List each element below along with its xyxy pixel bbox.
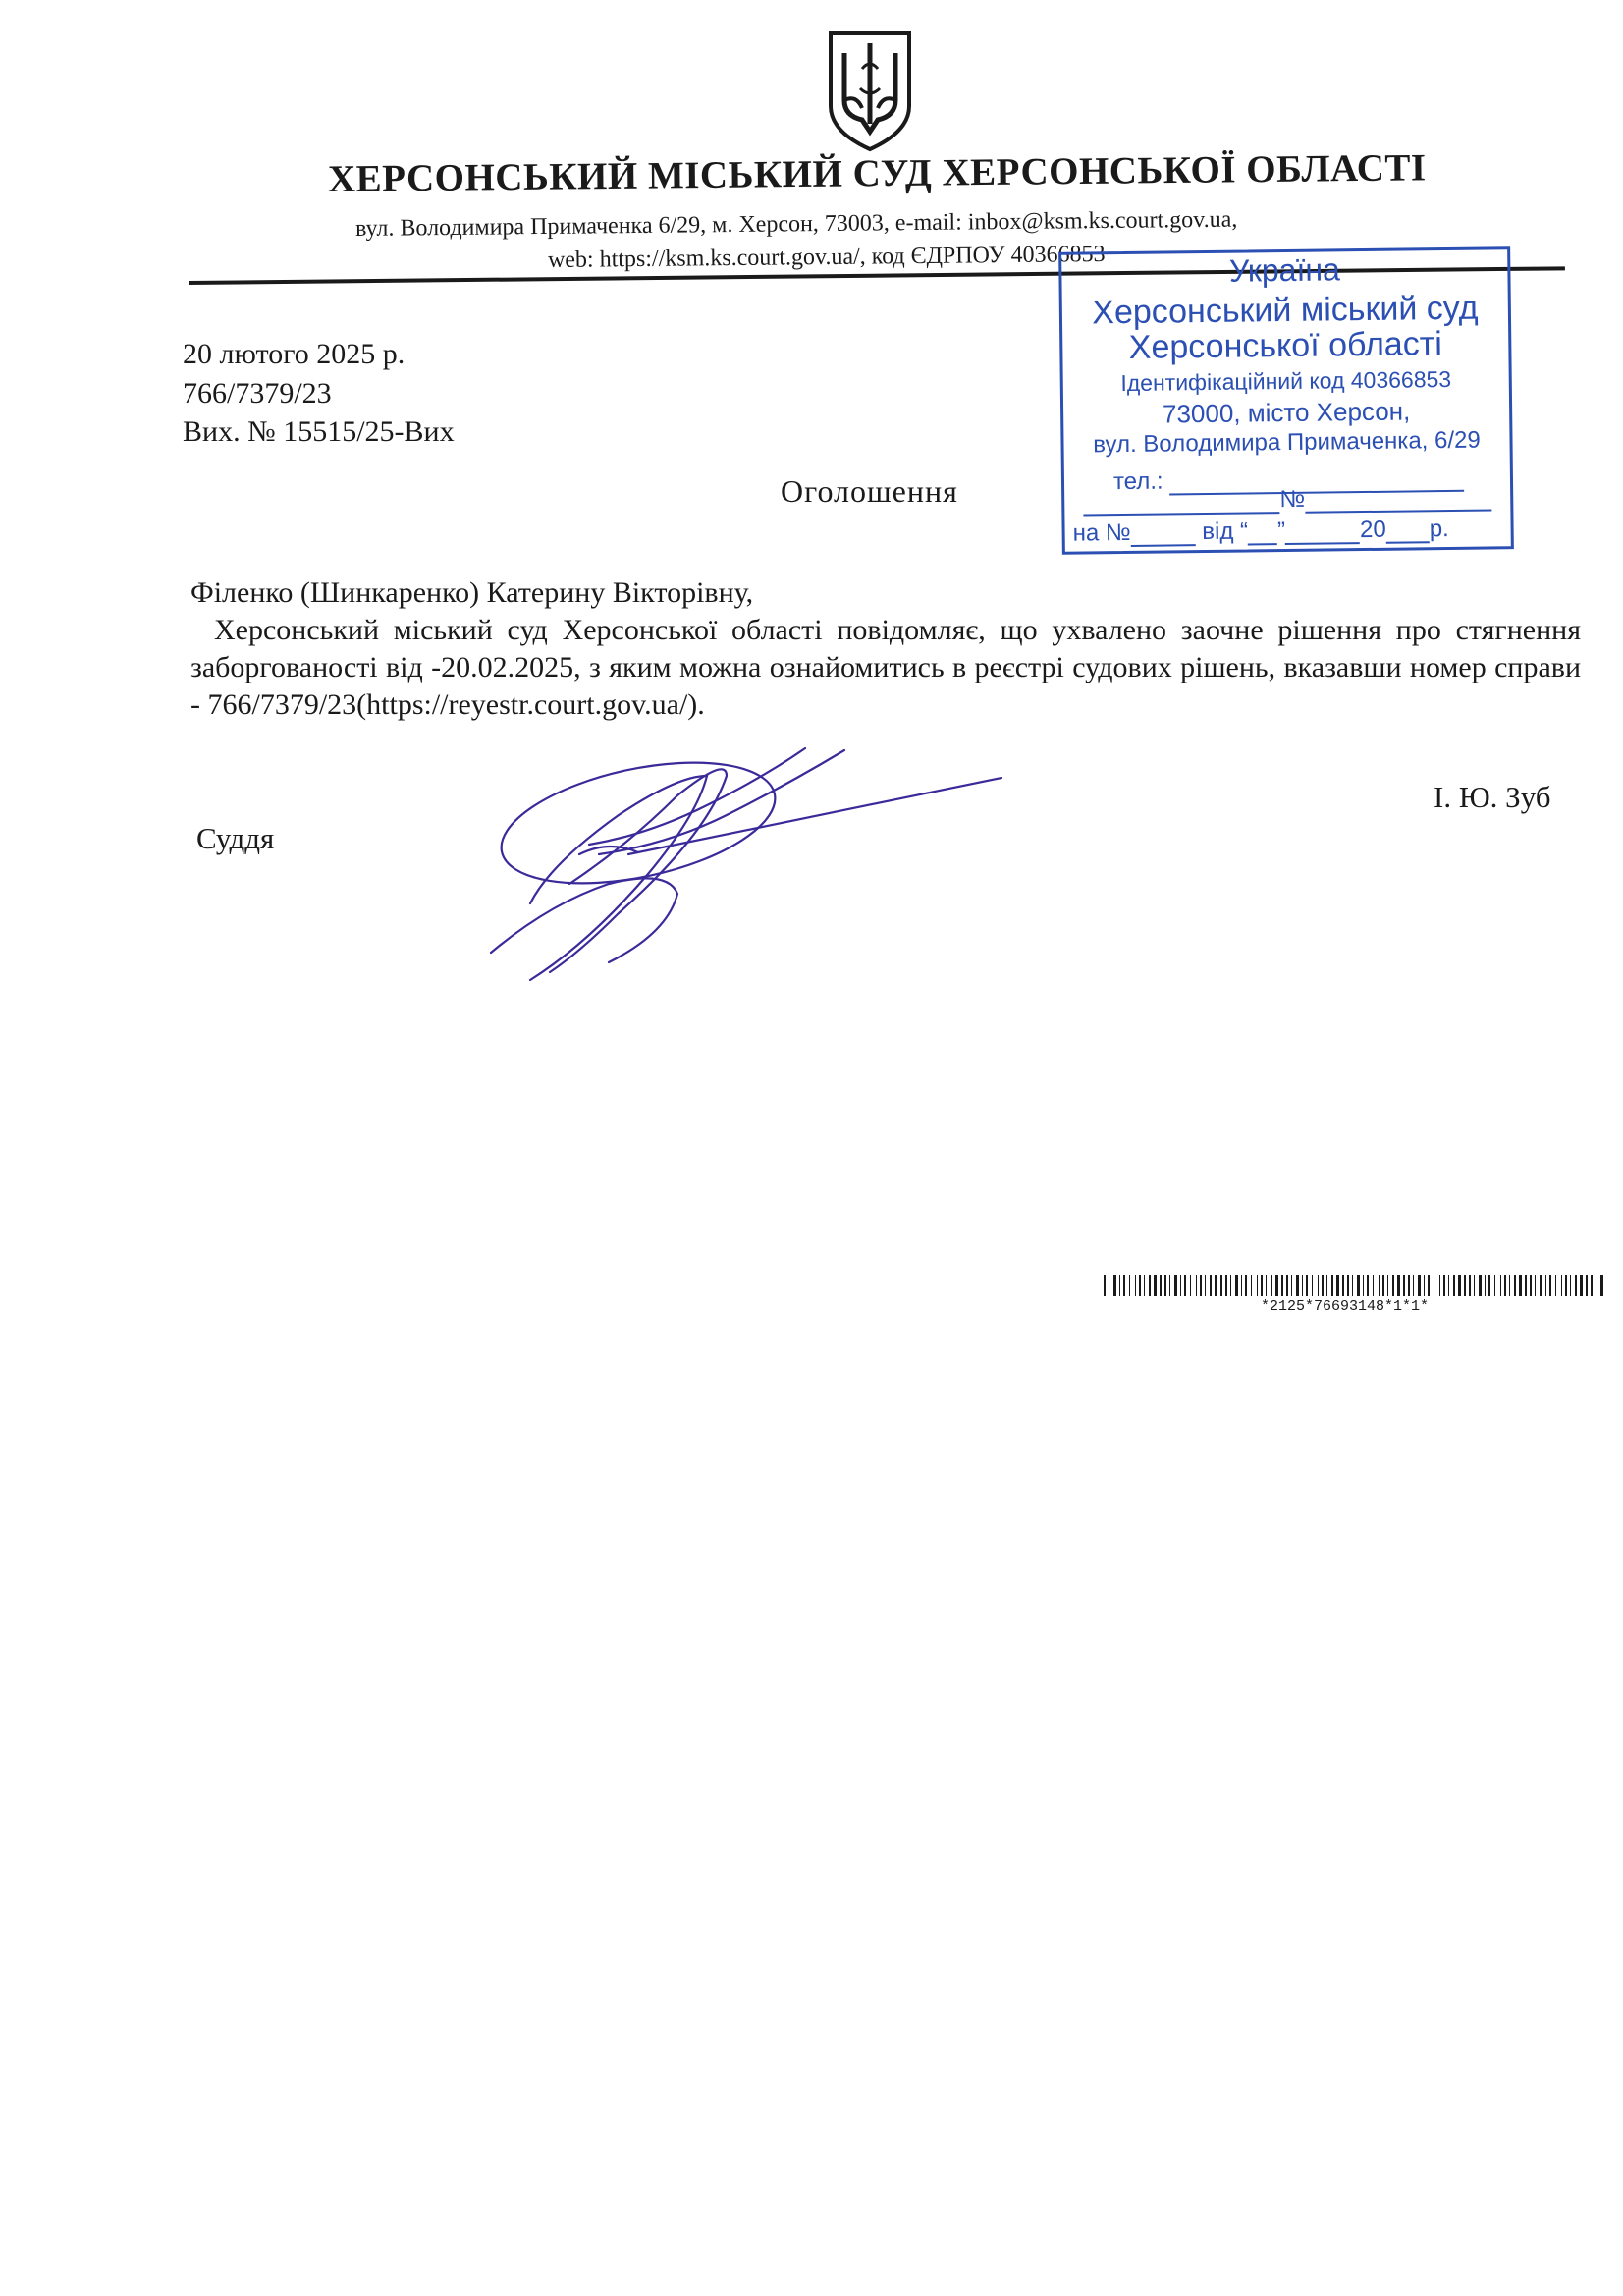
announcement-heading: Оголошення xyxy=(781,473,958,509)
barcode-bar xyxy=(1500,1275,1501,1296)
barcode-bar xyxy=(1235,1275,1238,1296)
barcode-bar xyxy=(1257,1275,1258,1296)
barcode-bar xyxy=(1160,1275,1162,1296)
stamp-ref-label: на № xyxy=(1072,519,1131,547)
stamp-city: 73000, місто Херсон, xyxy=(1162,396,1411,429)
case-number: 766/7379/23 xyxy=(183,377,332,410)
trident-emblem-icon xyxy=(823,29,917,153)
barcode-bar xyxy=(1342,1275,1344,1296)
signature-drawing xyxy=(471,737,1021,1002)
stamp-country: Україна xyxy=(1228,251,1341,289)
barcode-bar xyxy=(1494,1275,1495,1296)
barcode-bar xyxy=(1373,1275,1374,1296)
barcode-bar xyxy=(1591,1275,1593,1296)
stamp-quote-close: ” xyxy=(1276,518,1286,545)
barcode-bar xyxy=(1525,1275,1527,1296)
barcode-bar xyxy=(1225,1275,1227,1296)
barcode-bar xyxy=(1408,1275,1410,1296)
barcode-bar xyxy=(1458,1275,1461,1296)
document-date: 20 лютого 2025 р. xyxy=(183,338,406,370)
barcode-bar xyxy=(1220,1275,1222,1296)
barcode-bar xyxy=(1336,1275,1339,1296)
stamp-tel-label: тел.: xyxy=(1112,467,1163,496)
barcode-bar xyxy=(1113,1275,1116,1296)
barcode-bar xyxy=(1479,1275,1482,1296)
barcode-bar xyxy=(1149,1275,1151,1296)
announcement-body xyxy=(190,574,1581,724)
barcode-bar xyxy=(1485,1275,1486,1296)
barcode-bar xyxy=(1230,1275,1231,1296)
barcode-bar xyxy=(1413,1275,1414,1296)
barcode-bar xyxy=(1184,1275,1186,1296)
stamp-from-label: від “ xyxy=(1202,518,1249,546)
barcode-bar xyxy=(1392,1275,1394,1296)
barcode-bar xyxy=(1144,1275,1145,1296)
barcode-bar xyxy=(1275,1275,1278,1296)
barcode-bar xyxy=(1281,1275,1283,1296)
barcode-bar xyxy=(1164,1275,1166,1296)
barcode-bar xyxy=(1357,1275,1360,1296)
barcode-bar xyxy=(1215,1275,1217,1296)
barcode-bar xyxy=(1382,1275,1384,1296)
stamp-court: Херсонський міський суд xyxy=(1092,289,1479,332)
barcode-bar xyxy=(1403,1275,1405,1296)
barcode-bar xyxy=(1439,1275,1440,1296)
barcode-bar xyxy=(1251,1275,1252,1296)
barcode-bar xyxy=(1443,1275,1445,1296)
barcode-bar xyxy=(1326,1275,1327,1296)
barcode-bar xyxy=(1555,1275,1556,1296)
judge-label: Суддя xyxy=(196,821,275,855)
registration-stamp xyxy=(1058,246,1514,555)
barcode-bar xyxy=(1488,1275,1490,1296)
barcode-bar xyxy=(1352,1275,1353,1296)
barcode-bar xyxy=(1504,1275,1506,1296)
barcode-bar xyxy=(1312,1275,1313,1296)
barcode-bar xyxy=(1174,1275,1177,1296)
stamp-year-blank xyxy=(1386,541,1430,544)
barcode-bar xyxy=(1561,1275,1562,1296)
barcode-bar xyxy=(1600,1275,1603,1296)
barcode-bar xyxy=(1545,1275,1546,1296)
barcode-bar xyxy=(1549,1275,1551,1296)
barcode-text: *2125*76693148*1*1* xyxy=(1261,1298,1430,1315)
barcode-bar xyxy=(1464,1275,1466,1296)
barcode-bar xyxy=(1424,1275,1425,1296)
barcode-bar xyxy=(1154,1275,1157,1296)
barcode-bar xyxy=(1180,1275,1181,1296)
court-address: вул. Володимира Примаченка 6/29, м. Херсон, 73003, e-mail: inbox@ksm.ks.court.gov.ua, xyxy=(354,206,1238,242)
announcement-salutation: Філенко (Шинкаренко) Катерину Вікторівну, xyxy=(190,576,754,609)
barcode-bar xyxy=(1261,1275,1263,1296)
barcode-bar xyxy=(1119,1275,1120,1296)
barcode-bar xyxy=(1169,1275,1170,1296)
barcode-bar xyxy=(1580,1275,1583,1296)
stamp-number-blank xyxy=(1305,509,1491,513)
court-name: ХЕРСОНСЬКИЙ МІСЬКИЙ СУД ХЕРСОНСЬКОЇ ОБЛАСТІ xyxy=(327,146,1427,200)
barcode-bar xyxy=(1135,1275,1136,1296)
barcode-bar xyxy=(1570,1275,1571,1296)
barcode-bar xyxy=(1448,1275,1449,1296)
barcode-bar xyxy=(1296,1275,1299,1296)
stamp-number-row xyxy=(1064,483,1510,517)
barcode-bar xyxy=(1530,1275,1532,1296)
barcode-bar xyxy=(1291,1275,1292,1296)
barcode-bar xyxy=(1535,1275,1536,1296)
barcode-bar xyxy=(1474,1275,1475,1296)
barcode-bar xyxy=(1196,1275,1197,1296)
barcode-bar xyxy=(1286,1275,1288,1296)
barcode-bar xyxy=(1302,1275,1303,1296)
barcode-bar xyxy=(1331,1275,1333,1296)
barcode-bar xyxy=(1245,1275,1247,1296)
barcode-bar xyxy=(1514,1275,1516,1296)
barcode-bar xyxy=(1397,1275,1400,1296)
barcode-bar xyxy=(1322,1275,1324,1296)
barcode-bar xyxy=(1271,1275,1272,1296)
announcement-paragraph: Херсонський міський суд Херсонської області повідомляє, що ухвалено заочне рішення про стягнення заборгованості від -20.02.2025, з яким можна ознайомитись в реєстрі судових рішень, вказавши номер справи - 766/7379/23(https://reyestr.court.gov.ua/). xyxy=(190,614,1581,721)
barcode-bar xyxy=(1519,1275,1522,1296)
barcode-bar xyxy=(1306,1275,1308,1296)
barcode-bar xyxy=(1379,1275,1380,1296)
barcode-bar xyxy=(1205,1275,1206,1296)
court-web: web: https://ksm.ks.court.gov.ua/, код ЄДРПОУ 40366853 xyxy=(547,242,1106,273)
stamp-ref-row xyxy=(1072,516,1448,548)
barcode-bar xyxy=(1418,1275,1421,1296)
barcode-bar xyxy=(1129,1275,1130,1296)
stamp-month-blank xyxy=(1285,542,1360,545)
judge-name: І. Ю. Зуб xyxy=(1434,780,1551,814)
barcode-bar xyxy=(1453,1275,1455,1296)
stamp-number-label: № xyxy=(1279,485,1306,514)
stamp-region: Херсонської області xyxy=(1128,325,1443,366)
barcode-bar xyxy=(1241,1275,1242,1296)
barcode-bar xyxy=(1509,1275,1510,1296)
barcode-bar xyxy=(1428,1275,1430,1296)
outgoing-number: Вих. № 15515/25-Вих xyxy=(183,415,455,448)
barcode-bar xyxy=(1318,1275,1319,1296)
barcode-bar xyxy=(1363,1275,1364,1296)
stamp-street: вул. Володимира Примаченка, 6/29 xyxy=(1093,426,1481,459)
barcode-bar xyxy=(1469,1275,1471,1296)
stamp-id-code: Ідентифікаційний код 40366853 xyxy=(1120,365,1452,397)
barcode-bar xyxy=(1565,1275,1567,1296)
barcode-bar xyxy=(1367,1275,1369,1296)
barcode-bar xyxy=(1104,1275,1106,1296)
stamp-ref-blank xyxy=(1131,544,1196,547)
barcode-bar xyxy=(1347,1275,1349,1296)
barcode-bar xyxy=(1190,1275,1191,1296)
barcode-bar xyxy=(1123,1275,1125,1296)
barcode-bar xyxy=(1210,1275,1212,1296)
stamp-day-blank xyxy=(1248,543,1277,545)
barcode-bar xyxy=(1387,1275,1388,1296)
barcode-bar xyxy=(1139,1275,1141,1296)
barcode-bar xyxy=(1540,1275,1542,1296)
barcode-bar xyxy=(1575,1275,1577,1296)
stamp-year-prefix: 20 xyxy=(1359,516,1386,544)
barcode-bar xyxy=(1266,1275,1267,1296)
barcode-bar xyxy=(1586,1275,1588,1296)
barcode-bar xyxy=(1200,1275,1202,1296)
stamp-year-suffix: р. xyxy=(1429,515,1449,543)
stamp-date-blank xyxy=(1084,512,1280,516)
barcode-graphic xyxy=(1104,1275,1606,1296)
